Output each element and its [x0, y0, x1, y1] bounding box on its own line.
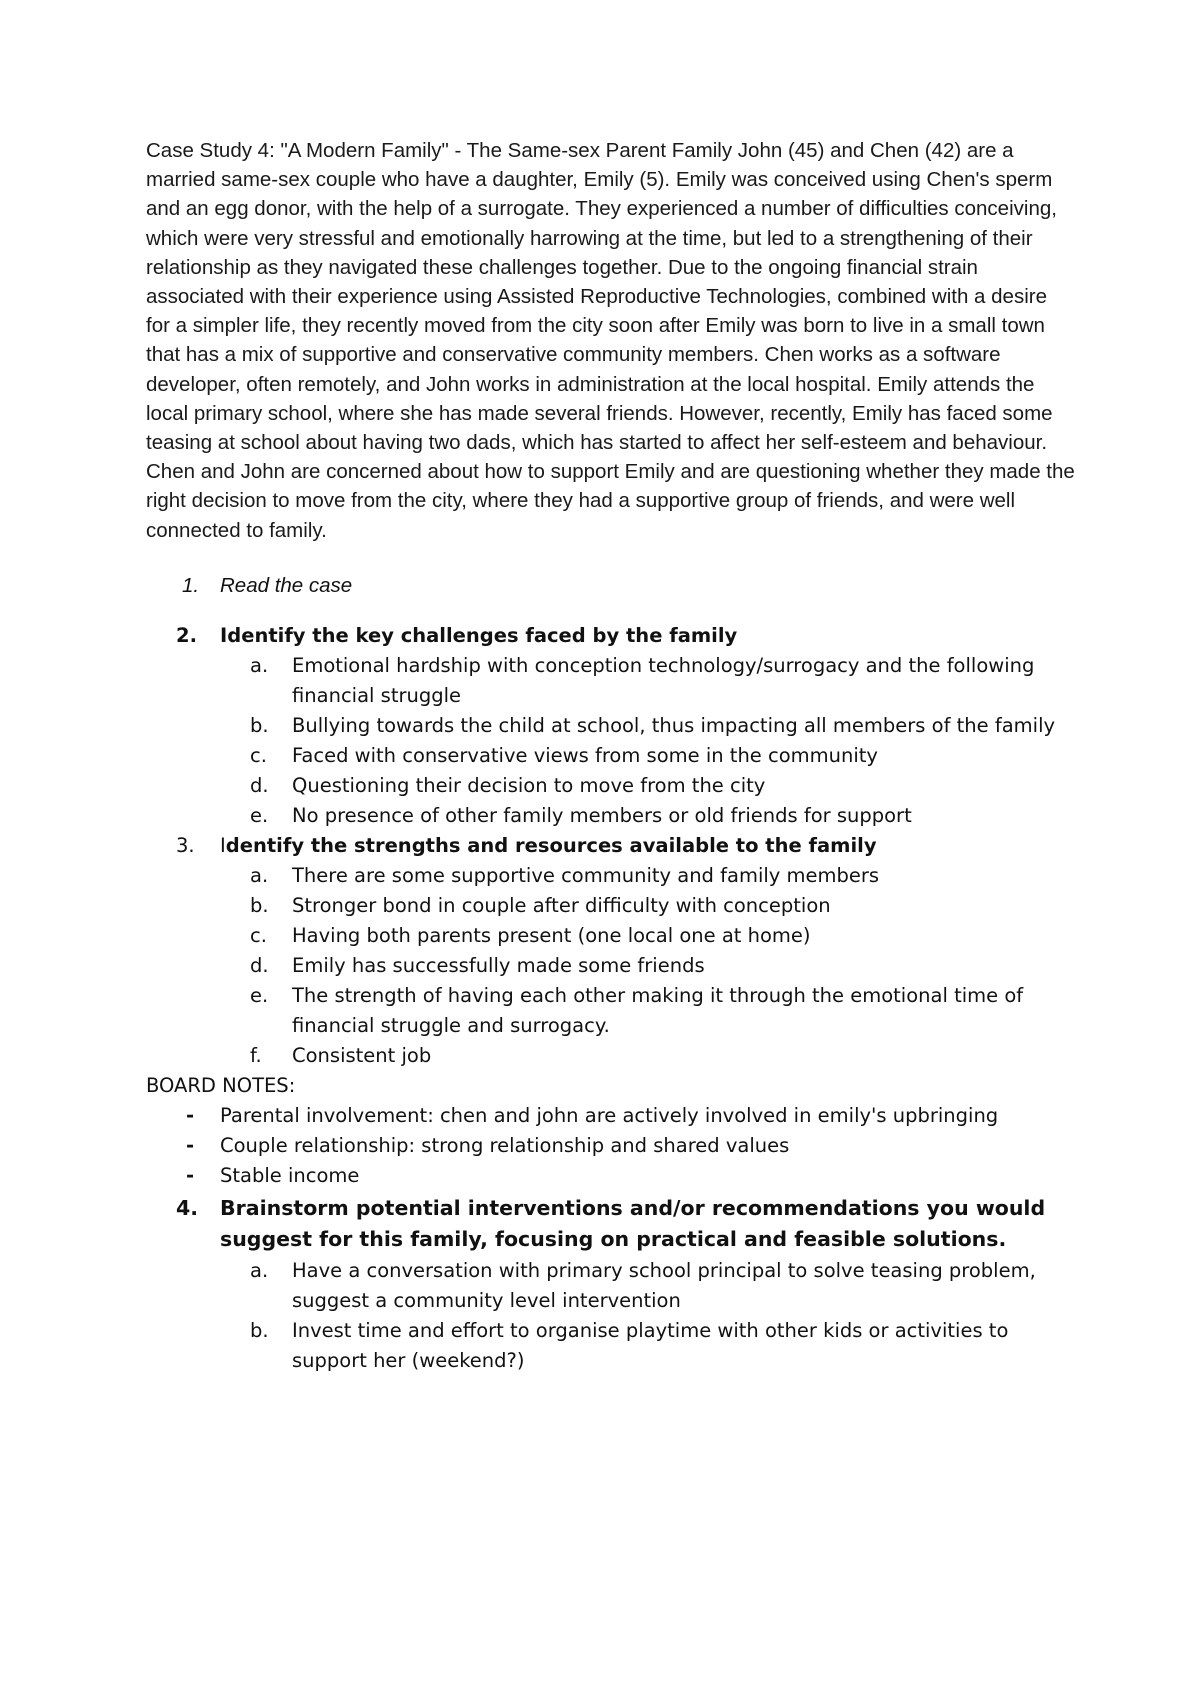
- list-item-text: Parental involvement: chen and john are actively involved in emily's upbringing: [220, 1103, 999, 1127]
- question-2-title: Identify the key challenges faced by the family: [220, 623, 738, 647]
- board-notes: [146, 1071, 1076, 1191]
- list-item-text: Having both parents present (one local one at home): [292, 923, 811, 947]
- question-3-lead-letter: I: [220, 833, 226, 857]
- list-item: [220, 951, 1076, 981]
- list-item: [146, 1161, 1076, 1191]
- dash-bullet: -: [186, 1103, 195, 1127]
- question-3: [146, 831, 1076, 861]
- list-item-text: Stable income: [220, 1163, 360, 1187]
- list-item-text: The strength of having each other making it through the emotional time of financial struggle and surrogacy.: [292, 983, 1024, 1037]
- list-item: [220, 1256, 1076, 1316]
- list-item-text: Questioning their decision to move from the city: [292, 773, 766, 797]
- list-item-text: Invest time and effort to organise playtime with other kids or activities to support her (weekend?): [292, 1318, 1009, 1372]
- question-2-number: 2.: [176, 623, 197, 647]
- list-item-text: There are some supportive community and family members: [292, 863, 880, 887]
- list-item: [220, 981, 1076, 1041]
- list-item-letter: c.: [250, 923, 267, 947]
- list-item: [220, 711, 1076, 741]
- list-item: [220, 771, 1076, 801]
- question-2: [146, 621, 1076, 651]
- list-item: [220, 741, 1076, 771]
- list-item-letter: b.: [250, 893, 269, 917]
- question-3-title: dentify the strengths and resources available to the family: [225, 833, 877, 857]
- list-item: [220, 921, 1076, 951]
- list-item-text: Couple relationship: strong relationship and shared values: [220, 1133, 790, 1157]
- list-item: [220, 1041, 1076, 1071]
- list-item: [220, 1316, 1076, 1376]
- list-item-text: Faced with conservative views from some in the community: [292, 743, 878, 767]
- list-item-letter: d.: [250, 773, 269, 797]
- list-item-text: Emotional hardship with conception technology/surrogacy and the following financial struggle: [292, 653, 1035, 707]
- list-item-letter: c.: [250, 743, 267, 767]
- question-4-title: Brainstorm potential interventions and/or recommendations you would suggest for this family, focusing on practical and feasible solutions.: [220, 1195, 1046, 1252]
- list-item-letter: a.: [250, 1258, 269, 1282]
- question-1: [146, 571, 1076, 601]
- list-item-letter: e.: [250, 803, 269, 827]
- question-3-number: 3.: [176, 833, 195, 857]
- list-item: [146, 1101, 1076, 1131]
- list-item-text: Stronger bond in couple after difficulty with conception: [292, 893, 831, 917]
- list-item: [220, 861, 1076, 891]
- question-4-list: [146, 1256, 1076, 1376]
- list-item-letter: e.: [250, 983, 269, 1007]
- list-item-text: Consistent job: [292, 1043, 432, 1067]
- list-item-letter: b.: [250, 713, 269, 737]
- list-item-letter: a.: [250, 863, 269, 887]
- document-page: [146, 136, 1076, 1376]
- list-item-letter: f.: [250, 1043, 262, 1067]
- question-1-text: Read the case: [220, 573, 353, 597]
- list-item-letter: a.: [250, 653, 269, 677]
- question-2-list: [146, 651, 1076, 831]
- list-item-text: Emily has successfully made some friends: [292, 953, 705, 977]
- board-notes-title: BOARD NOTES:: [146, 1073, 296, 1097]
- list-item-text: No presence of other family members or old friends for support: [292, 803, 912, 827]
- board-notes-list: [146, 1101, 1076, 1191]
- question-4-number: 4.: [176, 1195, 199, 1220]
- case-study-intro: Case Study 4: "A Modern Family" - The Same-sex Parent Family John (45) and Chen (42) are a married same-sex couple who have a daughter, Emily (5). Emily was conceived using Chen's sperm and an egg donor, with the help of a surrogate. They experienced a number of difficulties conceiving, which were very stressful and emotionally harrowing at the time, but led to a strengthening of their relationship as they navigated these challenges together. Due to the ongoing financial strain associated with their experience using Assisted Reproductive Technologies, combined with a desire for a simpler life, they recently moved from the city soon after Emily was born to live in a small town that has a mix of supportive and conservative community members. Chen works as a software developer, often remotely, and John works in administration at the local hospital. Emily attends the local primary school, where she has made several friends. However, recently, Emily has faced some teasing at school about having two dads, which has started to affect her self-esteem and behaviour. Chen and John are concerned about how to support Emily and are questioning whether they made the right decision to move from the city, where they had a supportive group of friends, and were well connected to family.: [146, 139, 1075, 542]
- list-item-text: Bullying towards the child at school, thus impacting all members of the family: [292, 713, 1056, 737]
- list-item-letter: b.: [250, 1318, 269, 1342]
- list-item-letter: d.: [250, 953, 269, 977]
- list-item: [220, 801, 1076, 831]
- question-4: [146, 1193, 1076, 1256]
- list-item: [146, 1131, 1076, 1161]
- list-item: [220, 891, 1076, 921]
- dash-bullet: -: [186, 1133, 195, 1157]
- list-item-text: Have a conversation with primary school principal to solve teasing problem, suggest a community level intervention: [292, 1258, 1036, 1312]
- dash-bullet: -: [186, 1163, 195, 1187]
- question-1-number: 1.: [182, 573, 200, 597]
- question-3-list: [146, 861, 1076, 1071]
- list-item: [220, 651, 1076, 711]
